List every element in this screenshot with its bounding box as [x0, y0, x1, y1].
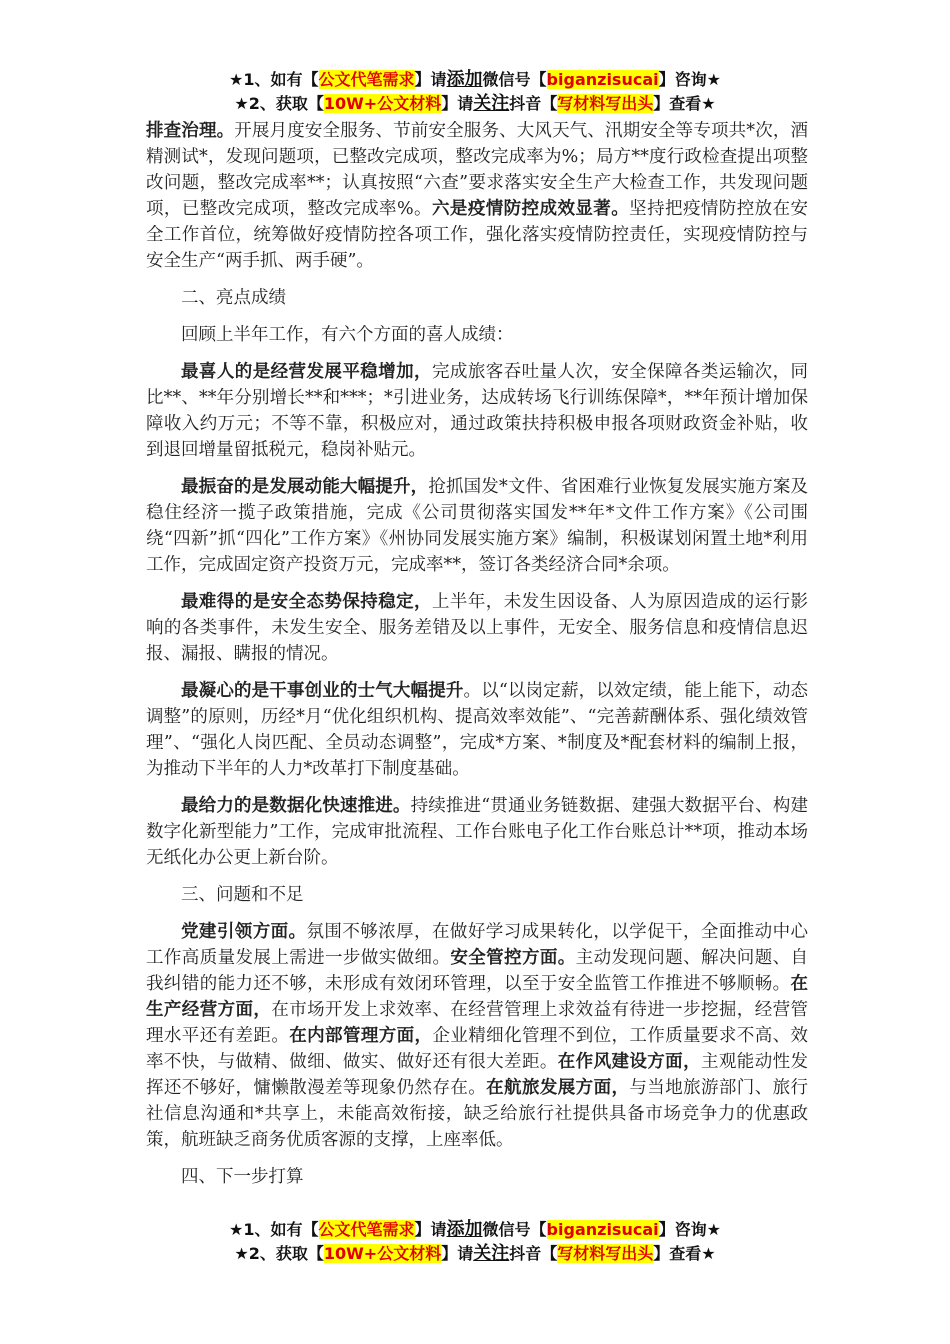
highlight-wechat-id: biganzisucai: [546, 1220, 659, 1239]
promo-banner-top: [0, 68, 950, 116]
highlight-materials: 10W+公文材料: [323, 94, 442, 113]
section-heading-4: 四、下一步打算: [181, 1167, 304, 1187]
paragraph: 党建引领方面。氛围不够浓厚，在做好学习成果转化，以学促干，全面推动中心工作高质量发展上需进一步做实做细。安全管控方面。主动发现问题、解决问题、自我纠错的能力还不够，未形成有效闭环管理，以至于安全监管工作推进不够顺畅。在生产经营方面，在市场开发上求效率、在经营管理上求效益有待进一步挖掘，经营管理水平还有差距。在内部管理方面，企业精细化管理不到位，工作质量要求不高、效率不快，与做精、做细、做实、做好还有很大差距。在作风建设方面，主观能动性发挥还不够好，慵懒散漫差等现象仍然存在。在航旅发展方面，与当地旅游部门、旅行社信息沟通和*共享上，未能高效衔接，缺乏给旅行社提供具备市场竞争力的优惠政策，航班缺乏商务优质客源的支撑，上座率低。: [146, 922, 809, 1150]
promo-line-1: ★1、如有【公文代笔需求】请添加微信号【biganzisucai】咨询★: [229, 1219, 721, 1240]
promo-line-2: ★2、获取【10W+公文材料】请关注抖音【写材料写出头】查看★: [234, 1243, 716, 1264]
highlight-wechat-id: biganzisucai: [546, 70, 659, 89]
highlight-materials: 10W+公文材料: [323, 1244, 442, 1263]
paragraph: 最凝心的是干事创业的士气大幅提升。以“以岗定薪，以效定绩，能上能下，动态调整”的原则，历经*月“优化组织机构、提高效率效能”、“完善薪酬体系、强化绩效管理”、“强化人岗匹配、全员动态调整”，完成*方案、*制度及*配套材料的编制上报，为推动下半年的人力*改革打下制度基础。: [146, 681, 809, 779]
paragraph: 排查治理。开展月度安全服务、节前安全服务、大风天气、汛期安全等专项共*次，酒精测试*，发现问题项，已整改完成项，整改完成率为%；局方**度行政检查提出项整改问题，整改完成率**；认真按照“六查”要求落实安全生产大检查工作，共发现问题项，已整改完成项，整改完成率%。六是疫情防控成效显著。坚持把疫情防控放在安全工作首位，统筹做好疫情防控各项工作，强化落实疫情防控责任，实现疫情防控与安全生产“两手抓、两手硬”。: [146, 121, 809, 271]
paragraph: 回顾上半年工作，有六个方面的喜人成绩：: [181, 325, 514, 345]
section-heading-3: 三、问题和不足: [181, 885, 304, 905]
highlight-douyin-account: 写材料写出头: [557, 94, 654, 113]
promo-line-1: ★1、如有【公文代笔需求】请添加微信号【biganzisucai】咨询★: [229, 69, 721, 90]
section-heading-2: 二、亮点成绩: [181, 288, 286, 308]
highlight-douyin-account: 写材料写出头: [557, 1244, 654, 1263]
paragraph: 最振奋的是发展动能大幅提升，抢抓国发*文件、省困难行业恢复发展实施方案及稳住经济一揽子政策措施，完成《公司贯彻落实国发**年*文件工作方案》《公司围绕“四新”抓“四化”工作方案》《州协同发展实施方案》编制，积极谋划闲置土地*利用工作，完成固定资产投资万元，完成率**，签订各类经济合同*余项。: [146, 477, 809, 575]
paragraph: 最难得的是安全态势保持稳定，上半年，未发生因设备、人为原因造成的运行影响的各类事件，未发生安全、服务差错及以上事件，无安全、服务信息和疫情信息迟报、漏报、瞒报的情况。: [146, 592, 809, 664]
paragraph: 最给力的是数据化快速推进。持续推进“贯通业务链数据、建强大数据平台、构建数字化新型能力”工作，完成审批流程、工作台账电子化工作台账总计**项，推动本场无纸化办公更上新台阶。: [146, 796, 808, 868]
highlight-service: 公文代笔需求: [318, 1220, 415, 1239]
document-body: [146, 118, 808, 1201]
promo-banner-bottom: [0, 1218, 950, 1266]
highlight-service: 公文代笔需求: [318, 70, 415, 89]
paragraph: 最喜人的是经营发展平稳增加，完成旅客吞吐量人次，安全保障各类运输次，同比**、**年分别增长**和***；*引进业务，达成转场飞行训练保障*，**年预计增加保障收入约万元；不等不靠，积极应对，通过政策扶持积极申报各项财政资金补贴，收到退回增量留抵税元，稳岗补贴元。: [146, 362, 809, 460]
promo-line-2: ★2、获取【10W+公文材料】请关注抖音【写材料写出头】查看★: [234, 93, 716, 114]
